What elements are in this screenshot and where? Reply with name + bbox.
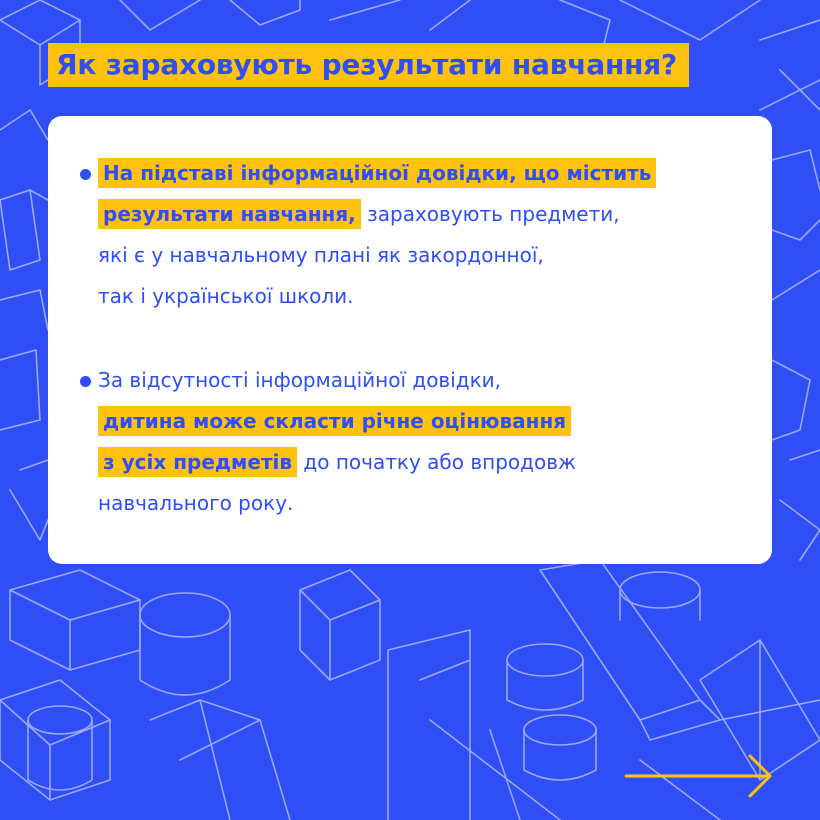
highlight-text: На підставі інформаційної довідки, що містить (98, 158, 656, 188)
list-item (80, 360, 740, 524)
content-card (48, 116, 772, 564)
title-banner (48, 43, 689, 87)
list-item (80, 153, 740, 317)
body-text: так і української школи. (98, 284, 354, 308)
body-text: За відсутності інформаційної довідки, (98, 368, 502, 392)
bullet-dot-icon (80, 376, 91, 387)
arrow-right-icon[interactable] (622, 752, 778, 800)
item-text (98, 360, 740, 524)
body-text: які є у навчальному плані як закордонної, (98, 243, 544, 267)
bullet-dot-icon (80, 169, 91, 180)
body-text: зараховують предмети, (360, 202, 620, 226)
item-text (98, 153, 740, 317)
highlight-text: дитина може скласти річне оцінювання (98, 406, 571, 436)
body-text: до початку або впродовж (297, 450, 576, 474)
body-text: навчального року. (98, 491, 294, 515)
page-title: Як зараховують результати навчання? (48, 43, 689, 87)
highlight-text: з усіх предметів (98, 447, 297, 477)
highlight-text: результати навчання, (98, 199, 361, 229)
